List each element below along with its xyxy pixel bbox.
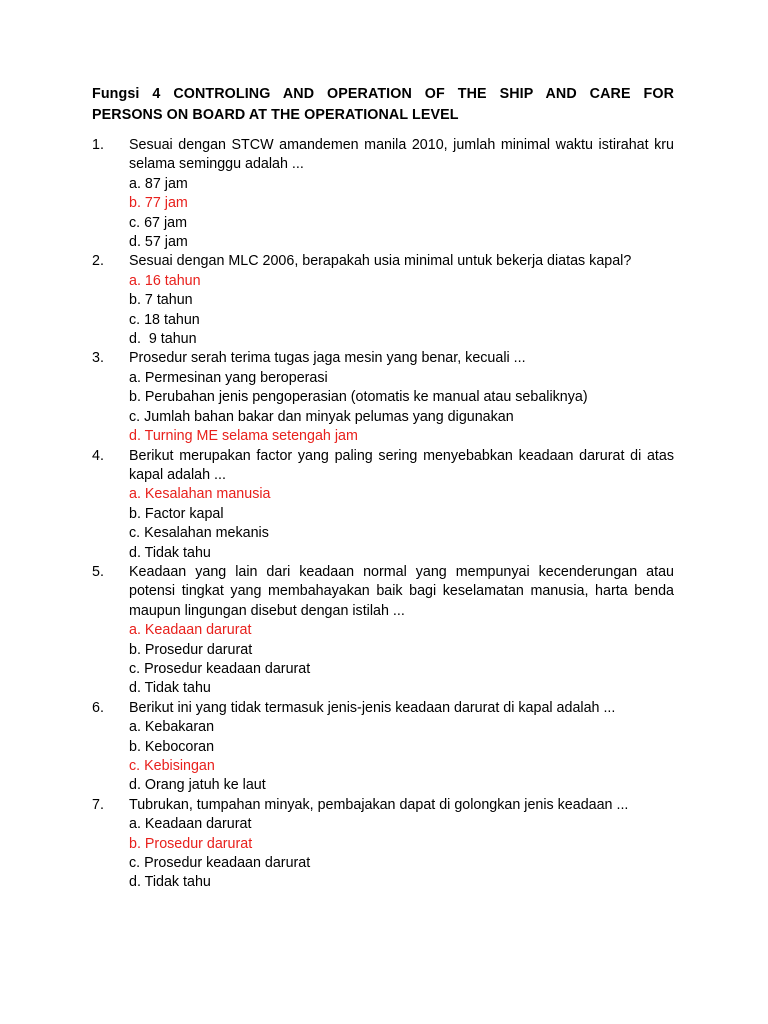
question-6 (92, 699, 674, 796)
question-number: 5. (92, 563, 104, 580)
question-number: 2. (92, 253, 104, 270)
option-c: c. 18 tahun (129, 311, 200, 328)
question-number: 6. (92, 699, 104, 716)
option-d: d. Tidak tahu (129, 680, 211, 697)
option-c: c. Jumlah bahan bakar dan minyak pelumas yang digunakan (129, 408, 514, 425)
question-list (92, 136, 674, 893)
question-text: Prosedur serah terima tugas jaga mesin yang benar, kecuali ... (129, 350, 526, 367)
question-3 (92, 349, 674, 446)
question-text: Sesuai dengan STCW amandemen manila 2010, jumlah minimal waktu istirahat kru selama seminggu adalah ... (129, 137, 674, 173)
question-text: Tubrukan, tumpahan minyak, pembajakan dapat di golongkan jenis keadaan ... (129, 796, 629, 813)
option-d: d. 57 jam (129, 234, 188, 251)
question-text: Keadaan yang lain dari keadaan normal yang mempunyai kecenderungan atau potensi tingkat yang membahayakan baik bagi keselamatan manusia, harta benda maupun lingungan disebut dengan istilah ... (129, 563, 674, 619)
option-c: c. Kesalahan mekanis (129, 525, 269, 542)
option-d: d. Tidak tahu (129, 874, 211, 891)
option-b: b. Perubahan jenis pengoperasian (otomatis ke manual atau sebaliknya) (129, 389, 588, 406)
title-line-2: PERSONS ON BOARD AT THE OPERATIONAL LEVEL (92, 107, 459, 123)
question-4 (92, 447, 674, 563)
question-number: 7. (92, 796, 104, 813)
option-d: d. Orang jatuh ke laut (129, 777, 266, 794)
question-number: 3. (92, 350, 104, 367)
question-1 (92, 136, 674, 252)
option-d: d. 9 tahun (129, 331, 197, 348)
option-a: a. Kebakaran (129, 719, 215, 736)
title-line-1: Fungsi 4 CONTROLING AND OPERATION OF THE SHIP AND CARE FOR (92, 86, 674, 102)
option-b: b. Prosedur darurat (129, 835, 253, 852)
option-a: a. Keadaan darurat (129, 622, 252, 639)
question-7 (92, 796, 674, 893)
option-b: b. Factor kapal (129, 505, 224, 522)
option-b: b. Kebocoran (129, 738, 215, 755)
question-5 (92, 563, 674, 699)
document-page (92, 84, 674, 893)
option-a: a. 16 tahun (129, 272, 201, 289)
option-b: b. 77 jam (129, 195, 188, 212)
question-number: 4. (92, 447, 104, 464)
question-text: Berikut ini yang tidak termasuk jenis-jenis keadaan darurat di kapal adalah ... (129, 699, 616, 716)
option-c: c. 67 jam (129, 214, 188, 231)
option-a: a. Keadaan darurat (129, 816, 252, 833)
page-title (92, 84, 674, 126)
question-number: 1. (92, 137, 104, 153)
option-c: c. Prosedur keadaan darurat (129, 660, 311, 677)
option-b: b. 7 tahun (129, 292, 193, 309)
option-a: a. Permesinan yang beroperasi (129, 369, 328, 386)
question-2 (92, 252, 674, 349)
option-c: c. Kebisingan (129, 758, 215, 774)
option-d: d. Tidak tahu (129, 544, 211, 561)
option-d: d. Turning ME selama setengah jam (129, 428, 358, 445)
option-c: c. Prosedur keadaan darurat (129, 855, 311, 872)
option-b: b. Prosedur darurat (129, 641, 253, 658)
question-text: Sesuai dengan MLC 2006, berapakah usia minimal untuk bekerja diatas kapal? (129, 253, 632, 270)
question-text: Berikut merupakan factor yang paling sering menyebabkan keadaan darurat di atas kapal adalah ... (129, 447, 674, 483)
option-a: a. 87 jam (129, 175, 188, 192)
option-a: a. Kesalahan manusia (129, 486, 271, 503)
